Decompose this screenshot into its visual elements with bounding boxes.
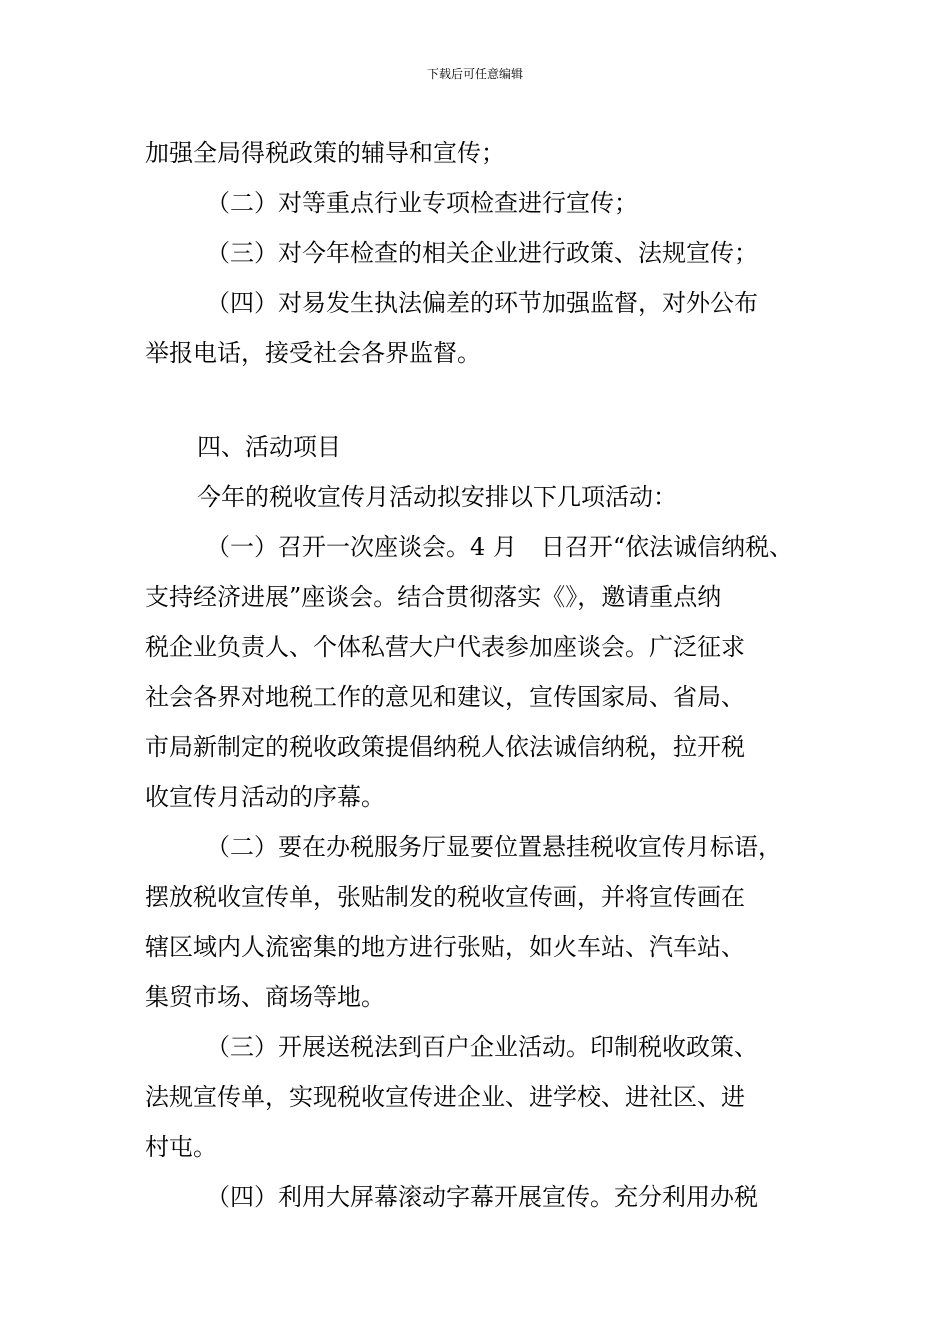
body-line: 举报电话，接受社会各界监督。	[145, 339, 481, 367]
body-line: （二）要在办税服务厅显要位置悬挂税收宣传月标语，	[206, 833, 782, 861]
body-line: 税企业负责人、个体私营大户代表参加座谈会。广泛征求	[145, 633, 745, 661]
body-line: （一）召开一次座谈会。4 月 日召开“依法诚信纳税、	[206, 533, 794, 561]
body-line: 法规宣传单，实现税收宣传进企业、进学校、进社区、进	[145, 1083, 745, 1111]
body-line: 集贸市场、商场等地。	[145, 983, 385, 1011]
body-line: 摆放税收宣传单，张贴制发的税收宣传画，并将宣传画在	[145, 883, 745, 911]
body-line: （三）对今年检查的相关企业进行政策、法规宣传；	[206, 239, 758, 267]
body-line: 收宣传月活动的序幕。	[145, 783, 385, 811]
body-line: 支持经济进展”座谈会。结合贯彻落实《》，邀请重点纳	[145, 583, 722, 611]
body-line: 村屯。	[145, 1133, 217, 1161]
page-header: 下载后可任意编辑	[426, 67, 523, 81]
body-line: （三）开展送税法到百户企业活动。印制税收政策、	[206, 1033, 758, 1061]
body-line: 加强全局得税政策的辅导和宣传；	[145, 139, 505, 167]
body-line: （四）利用大屏幕滚动字幕开展宣传。充分利用办税	[206, 1183, 758, 1211]
body-line: 今年的税收宣传月活动拟安排以下几项活动：	[197, 483, 677, 511]
section-heading: 四、活动项目	[197, 433, 341, 461]
body-line: 辖区域内人流密集的地方进行张贴，如火车站、汽车站、	[145, 933, 745, 961]
body-line: （四）对易发生执法偏差的环节加强监督，对外公布	[206, 289, 758, 317]
body-line: 市局新制定的税收政策提倡纳税人依法诚信纳税，拉开税	[145, 733, 745, 761]
body-line: 社会各界对地税工作的意见和建议，宣传国家局、省局、	[145, 683, 745, 711]
body-line: （二）对等重点行业专项检查进行宣传；	[206, 189, 638, 217]
